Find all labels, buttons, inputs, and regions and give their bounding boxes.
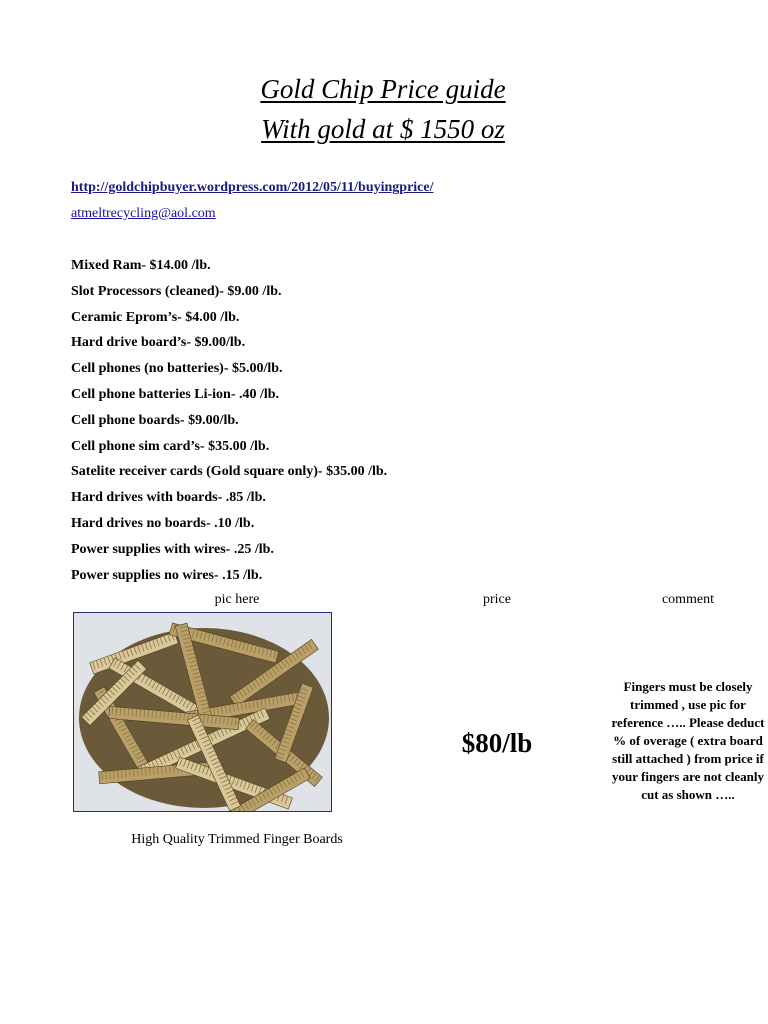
price-list-item: Slot Processors (cleaned)- $9.00 /lb. (71, 283, 282, 299)
column-header-pic: pic here (214, 592, 260, 607)
finger-boards-image (74, 613, 331, 811)
buying-price-link[interactable]: http://goldchipbuyer.wordpress.com/2012/05/11/buyingprice/ (71, 180, 434, 195)
price-list-item: Hard drives no boards- .10 /lb. (71, 515, 255, 531)
comment-line: Fingers must be closely (623, 679, 753, 694)
price-list (71, 257, 387, 592)
finger-boards-comment (597, 678, 768, 804)
comment-line: reference ….. Please deduct (611, 715, 765, 730)
column-header-comment: comment (661, 592, 715, 607)
contact-email-link[interactable]: atmeltrecycling@aol.com (71, 206, 216, 221)
price-list-item: Satelite receiver cards (Gold square only)- $35.00 /lb. (71, 464, 388, 480)
price-list-item: Hard drives with boards- .85 /lb. (71, 490, 266, 506)
price-list-item: Cell phone sim card’s- $35.00 /lb. (71, 438, 270, 454)
finger-boards-price: $80/lb (461, 728, 533, 758)
price-list-item: Cell phones (no batteries)- $5.00/lb. (71, 361, 283, 377)
comment-line: cut as shown ….. (641, 787, 735, 802)
comment-line: trimmed , use pic for (630, 697, 746, 712)
price-list-item: Power supplies with wires- .25 /lb. (71, 541, 274, 557)
photo-caption: High Quality Trimmed Finger Boards (131, 832, 343, 847)
price-list-item: Hard drive board’s- $9.00/lb. (71, 335, 246, 351)
price-list-item: Cell phone batteries Li-ion- .40 /lb. (71, 386, 280, 402)
comment-line: your fingers are not cleanly (612, 769, 764, 784)
finger-boards-photo (73, 612, 332, 812)
price-list-item: Power supplies no wires- .15 /lb. (71, 567, 263, 583)
page-title-line-1: Gold Chip Price guide (260, 74, 506, 104)
comment-cell (588, 670, 768, 820)
price-list-item: Ceramic Eprom’s- $4.00 /lb. (71, 309, 240, 325)
price-list-item: Mixed Ram- $14.00 /lb. (71, 258, 211, 273)
column-header-price: price (483, 592, 511, 607)
price-list-item: Cell phone boards- $9.00/lb. (71, 412, 239, 428)
comment-line: % of overage ( extra board (613, 733, 763, 748)
page-title-line-2: With gold at $ 1550 oz (261, 114, 505, 144)
comment-line: still attached ) from price if (612, 751, 764, 766)
